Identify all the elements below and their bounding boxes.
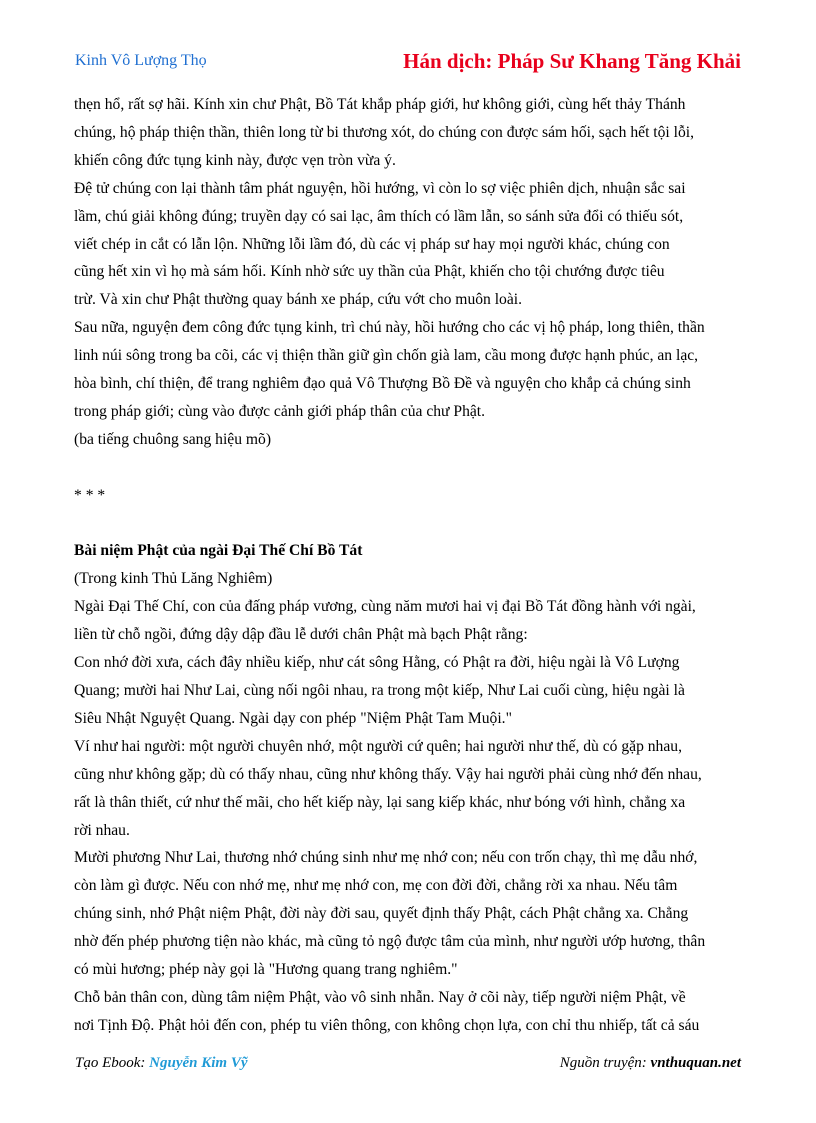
text-line: Đệ tử chúng con lại thành tâm phát nguyện, hồi hướng, vì còn lo sợ việc phiên dịch, nhuận sắc sai [74,179,686,197]
text-line: rời nhau. [74,821,130,839]
text-line: Sau nữa, nguyện đem công đức tụng kinh, trì chú này, hồi hướng cho các vị hộ pháp, long thiên, thần [74,319,705,337]
text-line: chúng, hộ pháp thiện thần, thiên long từ bi thương xót, do chúng con được sám hối, sạch hết tội lỗi, [74,123,695,141]
text-line: khiến công đức tụng kinh này, được vẹn tròn vừa ý. [74,151,396,169]
text-line: trừ. Và xin chư Phật thường quay bánh xe pháp, cứu vớt cho muôn loài. [74,291,523,309]
header-translator: Hán dịch: Pháp Sư Khang Tăng Khải [403,49,741,73]
text-line: Quang; mười hai Như Lai, cùng nối ngôi nhau, ra trong một kiếp, Như Lai cuối cùng, hiệu ngài là [74,682,685,699]
text-line: trong pháp giới; cùng vào được cảnh giới pháp thân của chư Phật. [74,402,486,420]
text-line: nơi Tịnh Độ. Phật hỏi đến con, phép tu viên thông, con không chọn lựa, con chỉ thu nhiếp, tất cả sáu [74,1016,700,1034]
header-book-title: Kinh Vô Lượng Thọ [75,52,207,69]
document-body [74,91,746,1040]
footer-separator: : [140,1055,150,1071]
footer-ebook-credit [75,1055,248,1072]
text-line: hòa bình, chí thiện, để trang nghiêm đạo quả Vô Thượng Bồ Đề và nguyện cho khắp cả chúng sinh [74,375,691,393]
paragraph-8 [74,844,746,984]
footer-separator: : [641,1055,651,1071]
paragraph-4: (ba tiếng chuông sang hiệu mõ) [74,430,272,448]
spacer [74,454,746,482]
text-line: linh núi sông trong ba cõi, các vị thiện thần giữ gìn chốn già lam, cầu mong được hạnh phúc, an lạc, [74,347,699,365]
paragraph-9 [74,984,746,1040]
footer-source-site: vnthuquan.net [650,1055,741,1071]
text-line: Chỗ bản thân con, dùng tâm niệm Phật, vào vô sinh nhẫn. Nay ở cõi này, tiếp người niệm Phật, về [74,988,686,1006]
separator-stars: * * * [74,486,106,504]
text-line: Ví như hai người: một người chuyên nhớ, một người cứ quên; hai người như thế, dù có gặp nhau, [74,737,682,755]
text-line: có mùi hương; phép này gọi là "Hương quang trang nghiêm." [74,961,458,979]
paragraph-7 [74,733,746,845]
text-line: thẹn hổ, rất sợ hãi. Kính xin chư Phật, Bồ Tát khắp pháp giới, hư không giới, cùng hết thảy Thánh [74,96,686,113]
text-line: Mười phương Như Lai, thương nhớ chúng sinh như mẹ nhớ con; nếu con trốn chạy, thì mẹ dẫu nhớ, [74,849,698,867]
text-line: rất là thân thiết, cứ như thế mãi, cho hết kiếp này, lại sang kiếp khác, như bóng với hình, chẳng xa [74,793,686,811]
text-line: Siêu Nhật Nguyệt Quang. Ngài dạy con phép "Niệm Phật Tam Muội." [74,709,512,727]
text-line: liền từ chỗ ngồi, đứng dậy dập đầu lễ dưới chân Phật mà bạch Phật rằng: [74,626,528,644]
paragraph-6 [74,649,746,733]
text-line: cũng hết xin vì họ mà sám hối. Kính nhờ sức uy thần của Phật, khiến cho tội chướng được tiêu [74,263,665,281]
text-line: viết chép in cắt có lẫn lộn. Những lỗi lầm đó, dù các vị pháp sư hay mọi người khác, chúng con [74,235,670,253]
text-line: Ngài Đại Thế Chí, con của đấng pháp vương, cùng năm mươi hai vị đại Bồ Tát đồng hành với ngài, [74,598,696,616]
footer-source-credit [560,1055,741,1072]
paragraph-2 [74,175,746,315]
paragraph-1 [74,91,746,175]
text-line: lầm, chú giải không đúng; truyền dạy có sai lạc, âm thích có lầm lẫn, so sánh sửa đổi có thiếu sót, [74,207,684,225]
footer-source-label: Nguồn truyện [559,1055,642,1071]
paragraph-5 [74,593,746,649]
text-line: cũng như không gặp; dù có thấy nhau, cũng như không thấy. Vậy hai người phải cùng nhớ đến nhau, [74,765,702,783]
text-line: nhờ đến phép phương tiện nào khác, mà cũng tỏ ngộ được tâm của mình, như người ướp hương, thân [74,933,706,951]
text-line: còn làm gì được. Nếu con nhớ mẹ, như mẹ nhớ con, mẹ con đời đời, chẳng rời xa nhau. Nếu tâm [74,877,678,895]
section-title: Bài niệm Phật của ngài Đại Thế Chí Bồ Tát [74,542,363,560]
text-line: chúng sinh, nhớ Phật niệm Phật, đời này đời sau, quyết định thấy Phật, cách Phật chẳng xa. Chẳng [74,905,689,923]
footer-ebook-label: Tạo Ebook [75,1055,141,1071]
section-subtitle: (Trong kinh Thủ Lăng Nghiêm) [74,570,273,588]
text-line: Con nhớ đời xưa, cách đây nhiều kiếp, như cát sông Hằng, có Phật ra đời, hiệu ngài là Vô Lượng [74,654,680,672]
paragraph-3 [74,314,746,426]
spacer [74,510,746,538]
footer-ebook-author: Nguyễn Kim Vỹ [149,1055,248,1071]
